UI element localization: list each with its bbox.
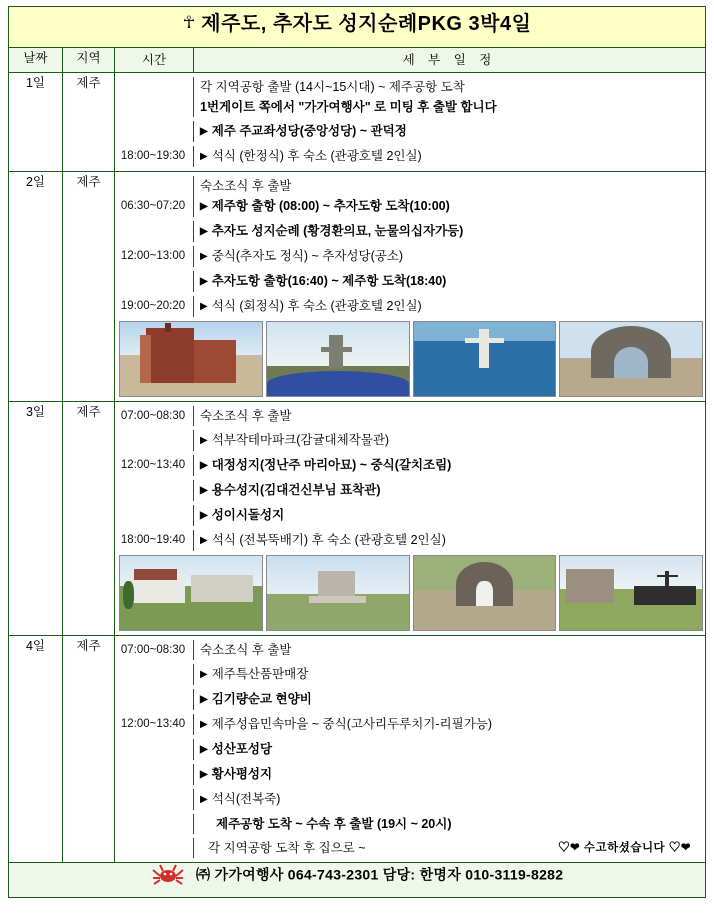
closing-note: ♡❤ 수고하셨습니다 ♡❤ — [558, 842, 691, 854]
monument-blue-photo — [266, 321, 410, 397]
title-cell — [9, 7, 706, 48]
footer-row — [9, 863, 706, 898]
triangle-bullet-icon: ▶ — [200, 226, 208, 237]
item-text: 석식 (회정식) 후 숙소 (관광호텔 2인실) — [211, 299, 422, 313]
white-church-photo — [119, 555, 263, 631]
item-text: 석식 (전복뚝배기) 후 숙소 (관광호텔 2인실) — [211, 533, 446, 547]
triangle-bullet-icon: ▶ — [200, 301, 208, 312]
header-row — [9, 48, 706, 73]
item-text-wrap — [194, 714, 705, 735]
footer-cell — [9, 863, 706, 898]
region-label-3: 제주 — [63, 402, 115, 636]
triangle-bullet-icon: ▶ — [200, 485, 208, 496]
item-text: 성이시돌성지 — [211, 508, 285, 522]
grotto-statue-photo — [413, 555, 557, 631]
list-item — [115, 739, 705, 760]
triangle-bullet-icon: ▶ — [200, 460, 208, 471]
item-text-wrap — [194, 455, 705, 476]
item-text-wrap — [194, 789, 705, 810]
detail-cell-2 — [115, 172, 706, 402]
item-text-wrap — [194, 221, 705, 242]
list-item — [115, 406, 705, 426]
day-label-2: 2일 — [9, 172, 63, 402]
title-row — [9, 7, 706, 48]
list-item — [115, 505, 705, 526]
list-item — [115, 455, 705, 476]
item-time: 18:00~19:30 — [120, 150, 186, 162]
item-text: 각 지역공항 출발 (14시~15시대) ~ 제주공항 도착 — [200, 80, 465, 94]
item-text: 용수성지(김대건신부님 표착관) — [211, 483, 381, 497]
day-label-4: 4일 — [9, 636, 63, 863]
list-item — [115, 838, 705, 858]
item-text: 대정성지(정난주 마리아묘) ~ 중식(갈치조림) — [211, 458, 452, 472]
list-item — [115, 246, 705, 267]
region-label-1: 제주 — [63, 73, 115, 172]
list-item — [115, 814, 705, 834]
table-row-day1 — [9, 73, 706, 172]
item-text-wrap — [194, 196, 705, 217]
footer-contact: ㈜ 가가여행사 064-743-2301 담당: 한명자 010-3119-8282 — [196, 866, 564, 883]
item-text: 중식(추자도 정식) ~ 추자성당(공소) — [211, 249, 404, 263]
item-text-wrap — [194, 764, 705, 785]
day-label-1: 1일 — [9, 73, 63, 172]
list-item — [115, 121, 705, 142]
triangle-bullet-icon: ▶ — [200, 276, 208, 287]
item-text-wrap — [194, 739, 705, 760]
list-item — [115, 271, 705, 292]
item-text: 석식 (한정식) 후 숙소 (관광호텔 2인실) — [211, 149, 422, 163]
triangle-bullet-icon: ▶ — [200, 435, 208, 446]
list-item — [115, 176, 705, 196]
list-item — [115, 196, 705, 217]
item-text-wrap — [194, 296, 705, 317]
list-item — [115, 664, 705, 685]
item-text: 황사평성지 — [211, 767, 273, 781]
triangle-bullet-icon: ▶ — [200, 126, 208, 137]
crab-logo-icon — [151, 863, 185, 890]
item-text-wrap — [194, 121, 705, 142]
item-text: 제주항 출항 (08:00) ~ 추자도항 도착(10:00) — [211, 199, 450, 213]
sea-cross-photo — [413, 321, 557, 397]
item-text-wrap — [194, 430, 705, 451]
page-title: 제주도, 추자도 성지순례PKG 3박4일 — [201, 13, 532, 35]
church-brick-photo — [119, 321, 263, 397]
triangle-bullet-icon: ▶ — [200, 694, 208, 705]
item-text-wrap — [194, 689, 705, 710]
list-item — [115, 221, 705, 242]
list-item — [115, 480, 705, 501]
item-text: 김기량순교 현양비 — [211, 692, 312, 706]
header-time-detail — [115, 48, 706, 73]
item-text: 제주공항 도착 ~ 수속 후 출발 (19시 ~ 20시) — [216, 817, 452, 831]
triangle-bullet-icon: ▶ — [200, 201, 208, 212]
item-text: 제주성읍민속마을 ~ 중식(고사리두루치기-리필가능) — [211, 717, 493, 731]
isidore-center-photo — [559, 555, 703, 631]
triangle-bullet-icon: ▶ — [200, 151, 208, 162]
list-item — [115, 640, 705, 660]
list-item — [115, 146, 705, 167]
triangle-bullet-icon: ▶ — [200, 769, 208, 780]
item-time: 12:00~13:00 — [120, 250, 186, 262]
header-date: 날짜 — [9, 48, 63, 73]
item-text: 추자도항 출항(16:40) ~ 제주항 도착(18:40) — [211, 274, 447, 288]
detail-cell-1 — [115, 73, 706, 172]
header-region: 지역 — [63, 48, 115, 73]
region-label-4: 제주 — [63, 636, 115, 863]
item-time: 12:00~13:40 — [120, 459, 186, 471]
list-item — [115, 530, 705, 551]
triangle-bullet-icon: ▶ — [200, 669, 208, 680]
item-text: 성산포성당 — [211, 742, 273, 756]
item-time: 19:00~20:20 — [120, 300, 186, 312]
list-item — [115, 689, 705, 710]
itinerary-table — [8, 6, 706, 898]
item-text-wrap — [194, 530, 705, 551]
list-item — [115, 789, 705, 810]
photo-strip-day3 — [115, 551, 705, 635]
memorial-stone-photo — [266, 555, 410, 631]
photo-strip-day2 — [115, 317, 705, 401]
header-detail: 세 부 일 정 — [402, 53, 497, 67]
triangle-bullet-icon: ▶ — [200, 719, 208, 730]
item-time: 12:00~13:40 — [120, 718, 186, 730]
item-text: 석식(전복죽) — [211, 792, 281, 806]
triangle-bullet-icon: ▶ — [200, 535, 208, 546]
day-label-3: 3일 — [9, 402, 63, 636]
triangle-bullet-icon: ▶ — [200, 510, 208, 521]
stone-arch-photo — [559, 321, 703, 397]
list-item — [115, 764, 705, 785]
item-text: 제주 주교좌성당(중앙성당) ~ 관덕정 — [211, 124, 407, 138]
item-text-wrap — [194, 271, 705, 292]
item-text: 숙소조식 후 출발 — [200, 643, 292, 657]
detail-cell-4 — [115, 636, 706, 863]
item-text: 1번게이트 쪽에서 "가가여행사" 로 미팅 후 출발 합니다 — [200, 100, 497, 114]
item-text: 숙소조식 후 출발 — [200, 179, 292, 193]
region-label-2: 제주 — [63, 172, 115, 402]
item-text: 제주특산품판매장 — [211, 667, 309, 681]
item-time: 06:30~07:20 — [120, 200, 186, 212]
table-row-day3 — [9, 402, 706, 636]
item-text: 각 지역공항 도착 후 집으로 ~ — [208, 841, 366, 855]
header-time: 시간 — [141, 53, 167, 67]
item-text: 추자도 성지순례 (황경환의묘, 눈물의십자가등) — [211, 224, 464, 238]
triangle-bullet-icon: ▶ — [200, 794, 208, 805]
item-text-wrap — [194, 838, 705, 858]
item-text: 석부작테마파크(감귤대체작물관) — [211, 433, 390, 447]
item-time: 07:00~08:30 — [120, 644, 186, 656]
triangle-bullet-icon: ▶ — [200, 744, 208, 755]
table-row-day2 — [9, 172, 706, 402]
item-text-wrap — [194, 146, 705, 167]
item-time: 07:00~08:30 — [120, 410, 186, 422]
item-text-wrap — [194, 664, 705, 685]
list-item — [115, 430, 705, 451]
item-text-wrap — [194, 246, 705, 267]
list-item — [115, 77, 705, 97]
triangle-bullet-icon: ▶ — [200, 251, 208, 262]
list-item — [115, 97, 705, 117]
table-row-day4 — [9, 636, 706, 863]
cross-icon: ☥ — [182, 13, 196, 32]
item-text-wrap — [194, 480, 705, 501]
list-item — [115, 296, 705, 317]
detail-cell-3 — [115, 402, 706, 636]
list-item — [115, 714, 705, 735]
item-text-wrap — [194, 505, 705, 526]
item-text: 숙소조식 후 출발 — [200, 409, 292, 423]
item-time: 18:00~19:40 — [120, 534, 186, 546]
